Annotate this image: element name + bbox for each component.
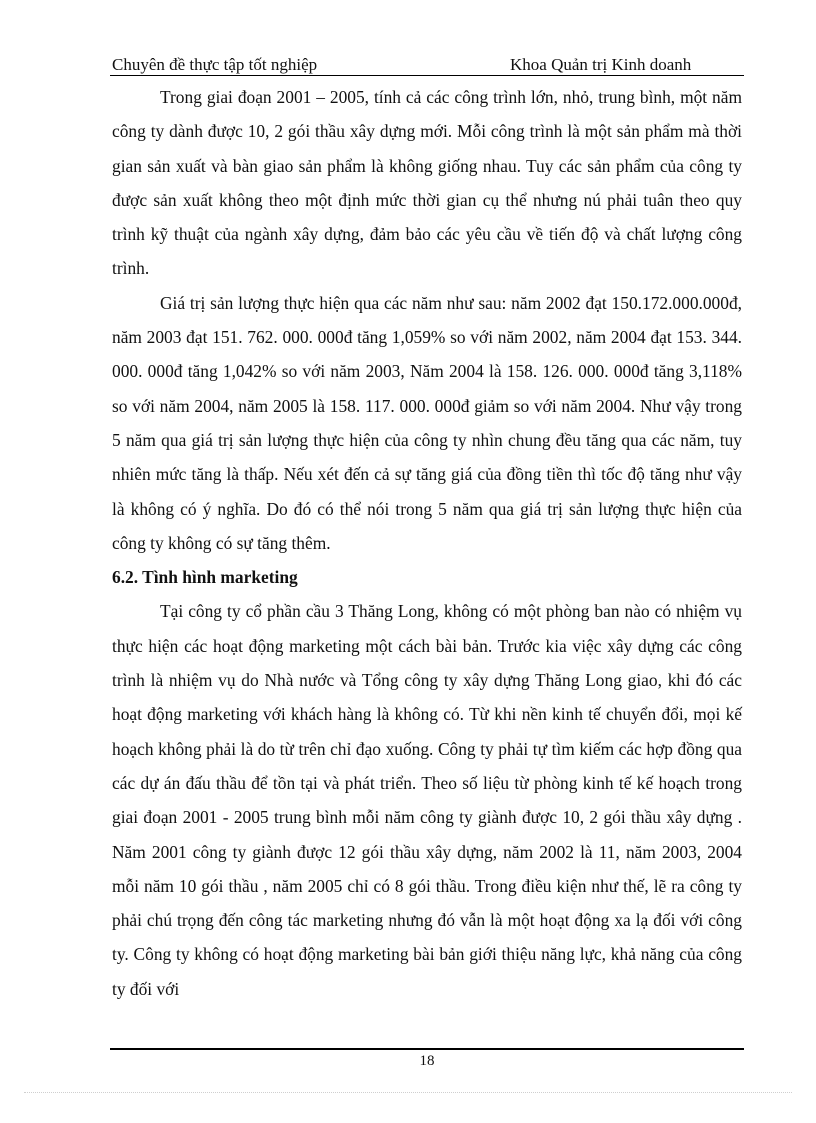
- paragraph-production-value: Giá trị sản lượng thực hiện qua các năm như sau: năm 2002 đạt 150.172.000.000đ, năm 2003 đạt 151. 762. 000. 000đ tăng 1,059% so với năm 2002, năm 2004 đạt 153. 344. 000. 000đ tăng 1,042% so với năm 2003, Năm 2004 là 158. 126. 000. 000đ tăng 3,118% so với năm 2004, năm 2005 là 158. 117. 000. 000đ giảm so với năm 2004. Như vậy trong 5 năm qua giá trị sản lượng thực hiện của công ty nhìn chung đều tăng qua các năm, tuy nhiên mức tăng là thấp. Nếu xét đến cả sự tăng giá của đồng tiền thì tốc độ tăng như vậy là không có ý nghĩa. Do đó có thể nói trong 5 năm qua giá trị sản lượng thực hiện của công ty không có sự tăng thêm.: [112, 292, 742, 553]
- header-divider: [110, 75, 744, 76]
- header-faculty-name: Khoa Quản trị Kinh doanh: [510, 55, 692, 74]
- page-header: [112, 52, 744, 76]
- section-heading-marketing: 6.2. Tình hình marketing: [112, 567, 298, 588]
- page-bottom-dotted-line: [24, 1092, 792, 1093]
- paragraph-bidding-overview: Trong giai đoạn 2001 – 2005, tính cả các công trình lớn, nhỏ, trung bình, một năm công ty dành được 10, 2 gói thầu xây dựng mới. Mỗi công trình là một sản phẩm mà thời gian sản xuất và bàn giao sản phẩm là không giống nhau. Tuy các sản phẩm của công ty được sản xuất không theo một định mức thời gian cụ thể nhưng nú phải tuân theo quy trình kỹ thuật của ngành xây dựng, đảm bảo các yêu cầu về tiến độ và chất lượng công trình.: [112, 87, 742, 279]
- paragraph-marketing-situation: Tại công ty cổ phần cầu 3 Thăng Long, không có một phòng ban nào có nhiệm vụ thực hiện các hoạt động marketing một cách bài bản. Trước kia việc xây dựng các công trình là nhiệm vụ do Nhà nước và Tổng công ty xây dựng Thăng Long giao, khi đó các hoạt động marketing với khách hàng là không có. Từ khi nền kinh tế chuyển đổi, mọi kế hoạch không phải là do từ trên chỉ đạo xuống. Công ty phải tự tìm kiếm các hợp đồng qua các dự án đấu thầu để tồn tại và phát triển. Theo số liệu từ phòng kinh tế kế hoạch trong giai đoạn 2001 - 2005 trung bình mỗi năm công ty giành được 10, 2 gói thầu xây dựng . Năm 2001 công ty giành được 12 gói thầu xây dựng, năm 2002 là 11, năm 2003, 2004 mỗi năm 10 gói thầu , năm 2005 chỉ có 8 gói thầu. Trong điều kiện như thế, lẽ ra công ty phải chú trọng đến công tác marketing nhưng đó vẫn là một hoạt động xa lạ đối với công ty. Công ty không có hoạt động marketing bài bản giới thiệu năng lực, khả năng của công ty đối với: [112, 601, 742, 999]
- document-body: [112, 80, 742, 1006]
- footer-divider: [110, 1048, 744, 1050]
- page-number: 18: [419, 1053, 435, 1069]
- header-document-title: Chuyên đề thực tập tốt nghiệp: [112, 55, 318, 74]
